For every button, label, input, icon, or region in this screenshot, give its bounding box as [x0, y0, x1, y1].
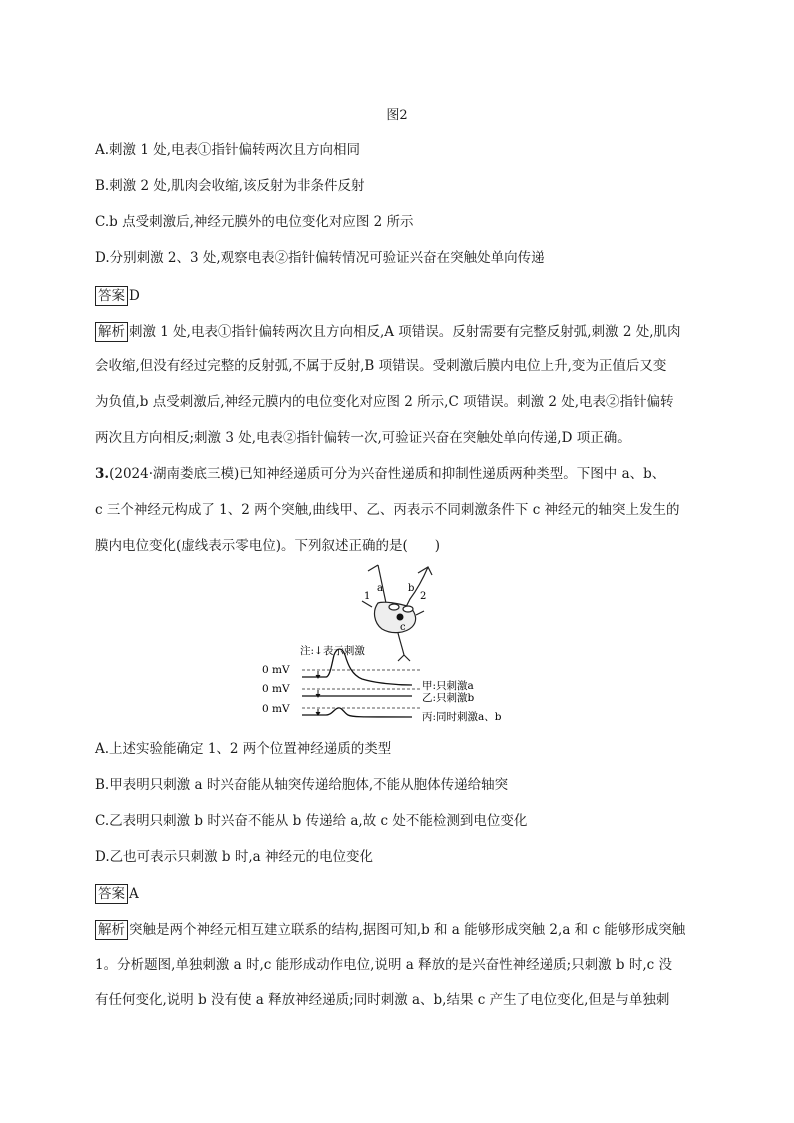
q2-analysis-line: 为负值,b 点受刺激后,神经元膜内的电位变化对应图 2 所示,C 项错误。刺激 2 处,电表②指针偏转: [95, 394, 674, 410]
q2-analysis-line: 两次且方向相反;刺激 3 处,电表②指针偏转一次,可验证兴奋在突触处单向传递,D 项正确。: [95, 430, 631, 446]
neuron-label-b: b: [408, 583, 415, 594]
q2-option-c: C.b 点受刺激后,神经元膜外的电位变化对应图 2 所示: [95, 214, 414, 230]
q3-analysis-line: 1。分析题图,单独刺激 a 时,c 能形成动作电位,说明 a 释放的是兴奋性神经递质;只刺激 b 时,c 没: [95, 957, 672, 973]
q2-analysis-line: [95, 322, 715, 342]
q3-option-d: D.乙也可表示只刺激 b 时,a 神经元的电位变化: [95, 849, 373, 865]
q3-stem-line: c 三个神经元构成了 1、2 两个突触,曲线甲、乙、丙表示不同刺激条件下 c 神经元的轴突上发生的: [95, 502, 680, 518]
q3-analysis-line: 有任何变化,说明 b 没有使 a 释放神经递质;同时刺激 a、b,结果 c 产生了电位变化,但是与单独刺: [95, 992, 670, 1008]
q3-answer: [95, 884, 715, 904]
synapse-label-2: 2: [420, 591, 427, 602]
q3-analysis-line: [95, 920, 715, 940]
trace-label-bing: 丙:同时刺激a、b: [422, 711, 502, 723]
answer-label: 答案: [95, 286, 128, 306]
neuron-label-c: c: [400, 622, 406, 633]
analysis-text: 刺激 1 处,电表①指针偏转两次且方向相反,A 项错误。反射需要有完整反射弧,刺激 2 处,肌肉: [129, 324, 681, 340]
analysis-text: 突触是两个神经元相互建立联系的结构,据图可知,b 和 a 能够形成突触 2,a 和 c 能够形成突触: [129, 922, 686, 938]
q3-option-b: B.甲表明只刺激 a 时兴奋能从轴突传递给胞体,不能从胞体传递给轴突: [95, 777, 509, 793]
synapse-label-1: 1: [364, 591, 371, 602]
q2-option-a: A.刺激 1 处,电表①指针偏转两次且方向相同: [95, 142, 361, 158]
question-number: 3.: [95, 466, 110, 482]
answer-value: A: [129, 886, 139, 902]
trace-label-jia: 甲:只刺激a: [422, 680, 474, 692]
answer-label: 答案: [95, 884, 128, 904]
neuron-label-a: a: [377, 583, 383, 594]
zero-label-bing: 0 mV: [262, 703, 290, 715]
q2-analysis-line: 会收缩,但没有经过完整的反射弧,不属于反射,B 项错误。受刺激后膜内电位上升,变为正值后又变: [95, 358, 667, 374]
q3-option-c: C.乙表明只刺激 b 时兴奋不能从 b 传递给 a,故 c 处不能检测到电位变化: [95, 813, 528, 829]
answer-value: D: [129, 288, 140, 304]
q2-answer: [95, 286, 715, 306]
q3-stem-line: [95, 464, 715, 484]
q3-stem-line: 膜内电位变化(虚线表示零电位)。下列叙述正确的是( ): [95, 538, 441, 554]
neuron-figure: [260, 563, 550, 730]
zero-label-jia: 0 mV: [262, 664, 290, 676]
trace-label-yi: 乙:只刺激b: [422, 692, 475, 704]
q3-option-a: A.上述实验能确定 1、2 两个位置神经递质的类型: [95, 741, 392, 757]
analysis-label: 解析: [95, 920, 128, 940]
neuron-diagram: [362, 565, 432, 661]
q3-stem-text: (2024·湖南娄底三模)已知神经递质可分为兴奋性递质和抑制性递质两种类型。下图中 a、b、: [109, 466, 666, 482]
figure-caption: 图2: [386, 108, 408, 123]
analysis-label: 解析: [95, 322, 128, 342]
figure-note: 注:↓表示刺激: [300, 645, 365, 657]
q2-option-b: B.刺激 2 处,肌肉会收缩,该反射为非条件反射: [95, 178, 365, 194]
q2-option-d: D.分别刺激 2、3 处,观察电表②指针偏转情况可验证兴奋在突触处单向传递: [95, 250, 545, 266]
zero-label-yi: 0 mV: [262, 683, 290, 695]
